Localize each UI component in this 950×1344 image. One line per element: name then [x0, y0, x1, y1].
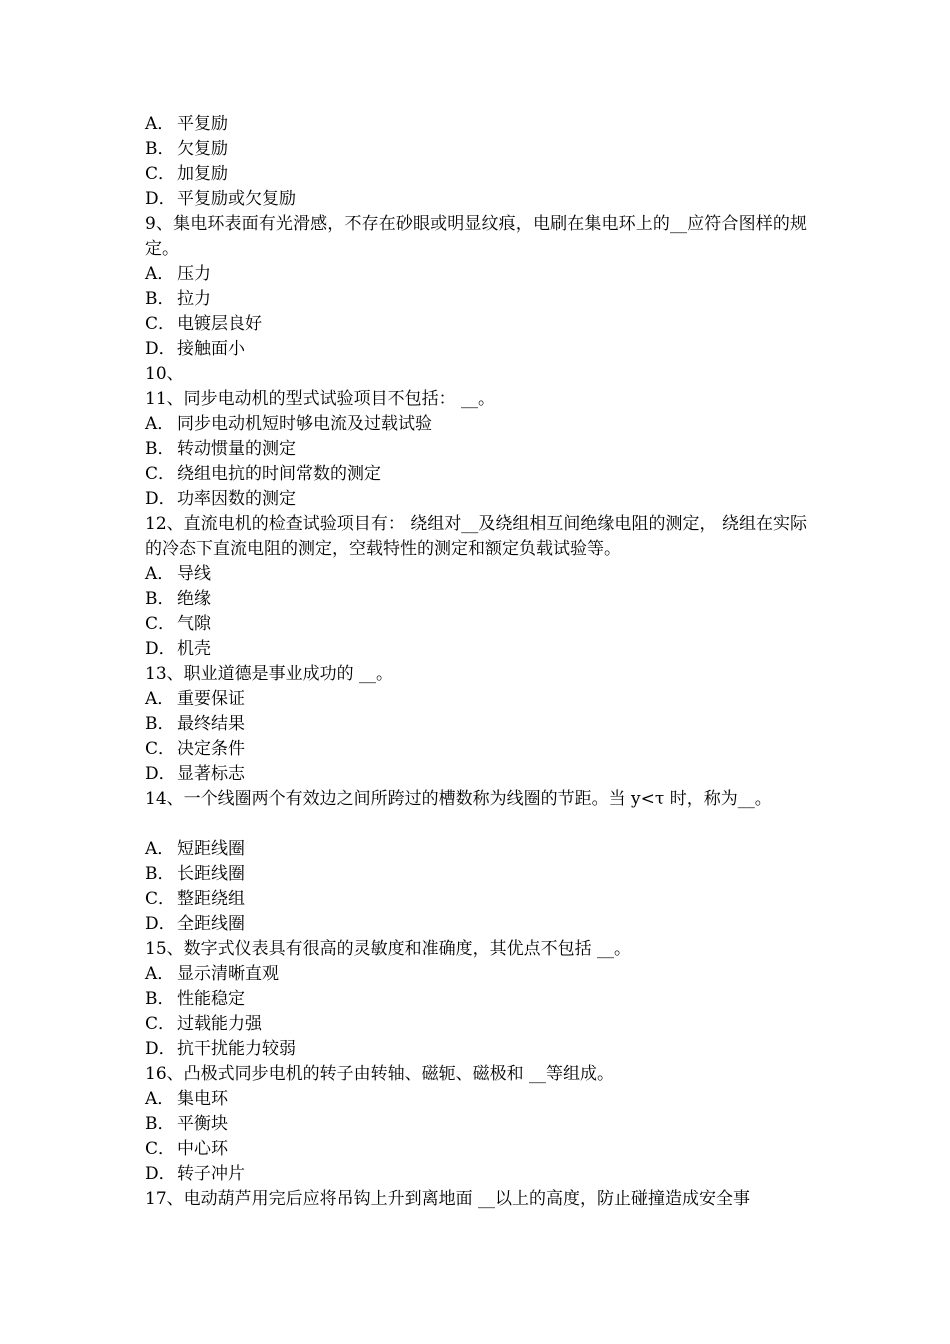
option-letter: C．	[145, 1014, 176, 1034]
answer-option	[145, 137, 807, 162]
answer-option	[145, 987, 807, 1012]
option-text: 性能稳定	[177, 989, 245, 1009]
option-text: 拉力	[177, 289, 211, 309]
option-letter: A．	[145, 414, 175, 434]
answer-option	[145, 862, 807, 887]
answer-option	[145, 287, 807, 312]
option-text: 平衡块	[177, 1114, 228, 1134]
option-text: 平复励或欠复励	[177, 189, 296, 209]
option-text: 显著标志	[177, 764, 245, 784]
option-text: 加复励	[177, 164, 228, 184]
option-text: 过载能力强	[177, 1014, 262, 1034]
option-text: 决定条件	[177, 739, 245, 759]
option-text: 功率因数的测定	[177, 489, 296, 509]
answer-option	[145, 1012, 807, 1037]
question-text: 14、一个线圈两个有效边之间所跨过的槽数称为线圈的节距。当 y<τ 时，称为__。	[145, 789, 772, 809]
option-letter: A．	[145, 689, 175, 709]
option-letter: B．	[145, 589, 175, 609]
option-letter: C．	[145, 1139, 176, 1159]
option-letter: B．	[145, 289, 175, 309]
option-text: 平复励	[177, 114, 228, 134]
option-letter: D．	[145, 339, 176, 359]
option-letter: A．	[145, 114, 175, 134]
option-text: 压力	[177, 264, 211, 284]
answer-option	[145, 837, 807, 862]
question-text: 11、同步电动机的型式试验项目不包括： __。	[145, 389, 496, 409]
option-letter: A．	[145, 264, 175, 284]
answer-option	[145, 437, 807, 462]
option-letter: C．	[145, 314, 176, 334]
answer-option	[145, 637, 807, 662]
option-text: 机壳	[177, 639, 211, 659]
answer-option	[145, 737, 807, 762]
answer-option	[145, 1137, 807, 1162]
option-text: 抗干扰能力较弱	[177, 1039, 296, 1059]
question-text: 15、数字式仪表具有很高的灵敏度和准确度，其优点不包括 __。	[145, 939, 632, 959]
option-text: 转动惯量的测定	[177, 439, 296, 459]
answer-option	[145, 587, 807, 612]
option-text: 欠复励	[177, 139, 228, 159]
option-letter: C．	[145, 614, 176, 634]
answer-option	[145, 887, 807, 912]
answer-option	[145, 687, 807, 712]
option-letter: C．	[145, 464, 176, 484]
option-letter: B．	[145, 864, 175, 884]
option-letter: B．	[145, 989, 175, 1009]
answer-option	[145, 912, 807, 937]
answer-option	[145, 962, 807, 987]
answer-option	[145, 562, 807, 587]
option-letter: B．	[145, 1114, 175, 1134]
option-letter: D．	[145, 1164, 176, 1184]
answer-option	[145, 337, 807, 362]
answer-option	[145, 1037, 807, 1062]
option-text: 绝缘	[177, 589, 211, 609]
answer-option	[145, 462, 807, 487]
answer-option	[145, 712, 807, 737]
answer-option	[145, 487, 807, 512]
question-text: 12、直流电机的检查试验项目有： 绕组对__及绕组相互间绝缘电阻的测定， 绕组在实际的冷态下直流电阻的测定，空载特性的测定和额定负载试验等。	[145, 514, 807, 559]
option-text: 绕组电抗的时间常数的测定	[177, 464, 381, 484]
answer-option	[145, 412, 807, 437]
option-letter: C．	[145, 739, 176, 759]
option-text: 中心环	[177, 1139, 228, 1159]
answer-option	[145, 112, 807, 137]
option-text: 转子冲片	[177, 1164, 245, 1184]
option-letter: B．	[145, 439, 175, 459]
option-letter: D．	[145, 914, 176, 934]
answer-option	[145, 1112, 807, 1137]
option-letter: A．	[145, 1089, 175, 1109]
question-text: 10、	[145, 364, 184, 384]
question-text: 13、职业道德是事业成功的 __。	[145, 664, 394, 684]
option-letter: C．	[145, 164, 176, 184]
option-text: 全距线圈	[177, 914, 245, 934]
option-letter: B．	[145, 139, 175, 159]
option-letter: A．	[145, 839, 175, 859]
answer-option	[145, 187, 807, 212]
option-letter: C．	[145, 889, 176, 909]
option-text: 集电环	[177, 1089, 228, 1109]
answer-option	[145, 612, 807, 637]
option-text: 气隙	[177, 614, 211, 634]
option-letter: D．	[145, 189, 176, 209]
option-letter: B．	[145, 714, 175, 734]
answer-option	[145, 1087, 807, 1112]
document-body	[145, 112, 807, 1212]
option-text: 电镀层良好	[177, 314, 262, 334]
option-text: 整距绕组	[177, 889, 245, 909]
answer-option	[145, 312, 807, 337]
option-text: 短距线圈	[177, 839, 245, 859]
option-letter: A．	[145, 964, 175, 984]
option-text: 接触面小	[177, 339, 245, 359]
question-text: 16、凸极式同步电机的转子由转轴、磁轭、磁极和 __等组成。	[145, 1064, 615, 1084]
option-text: 长距线圈	[177, 864, 245, 884]
question-text: 9、集电环表面有光滑感，不存在砂眼或明显纹痕，电刷在集电环上的__应符合图样的规定。	[145, 214, 807, 259]
option-letter: D．	[145, 1039, 176, 1059]
option-text: 同步电动机短时够电流及过载试验	[177, 414, 432, 434]
option-text: 显示清晰直观	[177, 964, 279, 984]
option-letter: A．	[145, 564, 175, 584]
answer-option	[145, 262, 807, 287]
option-letter: D．	[145, 764, 176, 784]
answer-option	[145, 162, 807, 187]
option-letter: D．	[145, 639, 176, 659]
option-text: 重要保证	[177, 689, 245, 709]
option-text: 导线	[177, 564, 211, 584]
answer-option	[145, 1162, 807, 1187]
question-text: 17、电动葫芦用完后应将吊钩上升到离地面 __以上的高度，防止碰撞造成安全事	[145, 1189, 751, 1209]
option-text: 最终结果	[177, 714, 245, 734]
option-letter: D．	[145, 489, 176, 509]
answer-option	[145, 762, 807, 787]
